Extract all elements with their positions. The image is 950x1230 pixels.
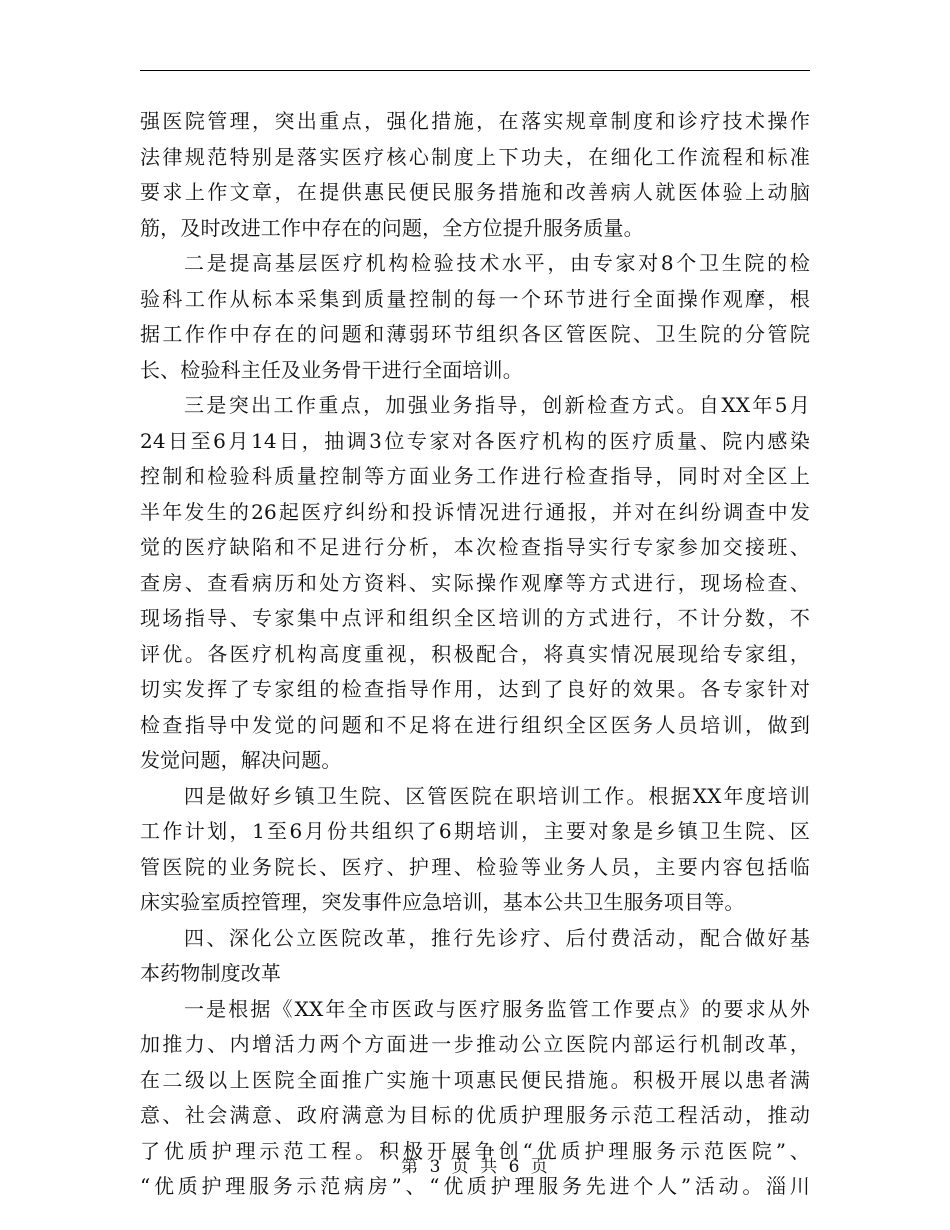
text-line: “优质护理服务示范病房”、“优质护理服务先进个人”活动。淄川	[140, 1174, 810, 1198]
text-line: 在二级以上医院全面推广实施十项惠民便民措施。积极开展以患者满	[140, 1067, 810, 1092]
text-line: 现场指导、专家集中点评和组织全区培训的方式进行，不计分数，不	[140, 606, 810, 630]
text-line: 筋，及时改进工作中存在的问题，全方位提升服务质量。	[140, 215, 644, 240]
text-line: 强医院管理，突出重点，强化措施，在落实规章制度和诊疗技术操作	[140, 109, 810, 133]
text-line: 要求上作文章，在提供惠民便民服务措施和改善病人就医体验上动脑	[140, 180, 810, 204]
paragraph-first-line: 三是突出工作重点，加强业务指导，创新检查方式。自XX年5月	[184, 393, 810, 417]
text-line: 觉的医疗缺陷和不足进行分析，本次检查指导实行专家参加交接班、	[140, 535, 810, 559]
text-line: 查房、查看病历和处方资料、实际操作观摩等方式进行，现场检查、	[140, 570, 810, 595]
text-line: 检查指导中发觉的问题和不足将在进行组织全区医务人员培训，做到	[140, 712, 810, 737]
text-line: 意、社会满意、政府满意为目标的优质护理服务示范工程活动，推动	[140, 1103, 810, 1127]
text-line: 验科工作从标本采集到质量控制的每一个环节进行全面操作观摩，根	[140, 286, 810, 311]
text-line: 切实发挥了专家组的检查指导作用，达到了良好的效果。各专家针对	[140, 677, 810, 701]
paragraph-first-line: 一是根据《XX年全市医政与医疗服务监管工作要点》的要求从外	[184, 996, 810, 1021]
text-line: 控制和检验科质量控制等方面业务工作进行检查指导，同时对全区上	[140, 464, 810, 488]
text-line: 管医院的业务院长、医疗、护理、检验等业务人员，主要内容包括临	[140, 854, 810, 879]
paragraph-first-line: 四是做好乡镇卫生院、区管医院在职培训工作。根据XX年度培训	[184, 783, 810, 808]
text-line: 工作计划，1至6月份共组织了6期培训，主要对象是乡镇卫生院、区	[140, 819, 810, 843]
text-line: 半年发生的26起医疗纠纷和投诉情况进行通报，并对在纠纷调查中发	[140, 499, 810, 524]
text-line: 24日至6月14日，抽调3位专家对各医疗机构的医疗质量、院内感染	[140, 428, 810, 453]
text-line: 评优。各医疗机构高度重视，积极配合，将真实情况展现给专家组，	[140, 641, 810, 666]
text-line: 床实验室质控管理，突发事件应急培训，基本公共卫生服务项目等。	[140, 890, 745, 914]
page-number-footer: 第 3 页 共 6 页	[401, 1157, 549, 1177]
text-line: 长、检验科主任及业务骨干进行全面培训。	[140, 357, 523, 382]
paragraph-first-line: 二是提高基层医疗机构检验技术水平，由专家对8个卫生院的检	[184, 251, 810, 275]
text-line: 据工作作中存在的问题和薄弱环节组织各区管医院、卫生院的分管院	[140, 322, 810, 346]
text-line: 了优质护理示范工程。积极开展争创“优质护理服务示范医院”、	[140, 1138, 810, 1163]
text-line: 加推力、内增活力两个方面进一步推动公立医院内部运行机制改革，	[140, 1032, 810, 1056]
text-line: 法律规范特别是落实医疗核心制度上下功夫，在细化工作流程和标准	[140, 144, 810, 169]
section-heading-line: 本药物制度改革	[140, 961, 282, 985]
header-rule	[140, 70, 810, 71]
page-body	[140, 104, 810, 1205]
section-heading-line: 四、深化公立医院改革，推行先诊疗、后付费活动，配合做好基	[184, 925, 810, 950]
text-line: 发觉问题，解决问题。	[140, 748, 342, 772]
